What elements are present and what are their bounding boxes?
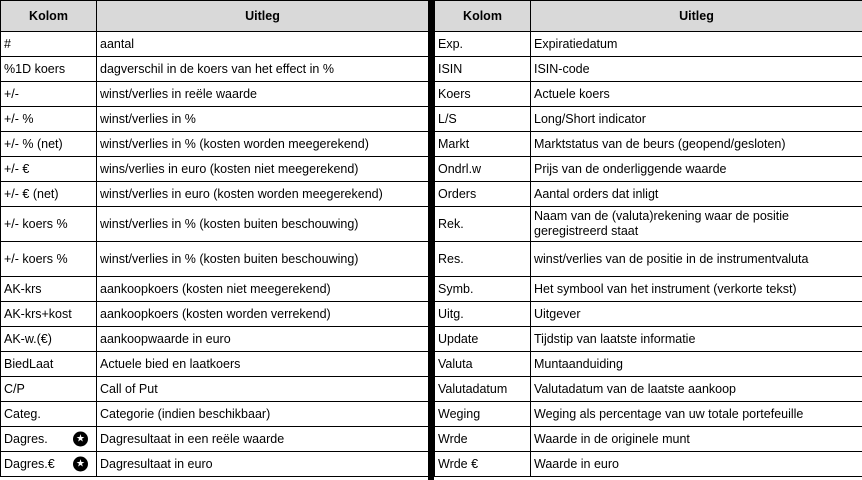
- kolom-label: +/- koers %: [4, 216, 68, 231]
- table-row: [1, 377, 429, 402]
- table-row: [435, 302, 862, 327]
- uitleg-cell: Actuele bied en laatkoers: [97, 352, 429, 377]
- table-row: [1, 32, 429, 57]
- kolom-label: Valuta: [438, 356, 473, 371]
- kolom-label: Symb.: [438, 281, 474, 296]
- kolom-cell: [435, 32, 531, 57]
- kolom-cell: [435, 327, 531, 352]
- table-row: [435, 277, 862, 302]
- kolom-cell: [435, 132, 531, 157]
- table-row: [435, 157, 862, 182]
- kolom-cell: [1, 302, 97, 327]
- kolom-cell: [435, 182, 531, 207]
- kolom-label: Update: [438, 331, 479, 346]
- table-row: [1, 352, 429, 377]
- kolom-cell: [1, 377, 97, 402]
- table-row: [1, 82, 429, 107]
- uitleg-cell: ISIN-code: [531, 57, 862, 82]
- table-row: [1, 207, 429, 242]
- kolom-cell: [435, 452, 531, 477]
- uitleg-cell: winst/verlies in % (kosten worden meegerekend): [97, 132, 429, 157]
- table-row: [435, 82, 862, 107]
- kolom-label: AK-w.(€): [4, 331, 52, 346]
- uitleg-cell: dagverschil in de koers van het effect in %: [97, 57, 429, 82]
- right-column-table: [434, 0, 862, 477]
- header-row: [1, 1, 429, 32]
- uitleg-cell: winst/verlies in euro (kosten worden meegerekend): [97, 182, 429, 207]
- table-row: [1, 327, 429, 352]
- table-row: [1, 452, 429, 477]
- kolom-label: Dagres.€: [4, 456, 55, 471]
- kolom-label: Wrde: [438, 431, 468, 446]
- uitleg-cell: Prijs van de onderliggende waarde: [531, 157, 862, 182]
- left-column-table: [0, 0, 429, 477]
- uitleg-cell: aantal: [97, 32, 429, 57]
- uitleg-cell: Categorie (indien beschikbaar): [97, 402, 429, 427]
- kolom-cell: [1, 82, 97, 107]
- kolom-label: +/- € (net): [4, 186, 59, 201]
- kolom-label: %1D koers: [4, 61, 66, 76]
- kolom-label: #: [4, 36, 11, 51]
- kolom-cell: [1, 452, 97, 477]
- kolom-cell: [435, 157, 531, 182]
- kolom-cell: [435, 242, 531, 277]
- kolom-cell: [1, 132, 97, 157]
- kolom-label: Uitg.: [438, 306, 464, 321]
- kolom-label: Ondrl.w: [438, 161, 482, 176]
- uitleg-cell: Weging als percentage van uw totale portefeuille: [531, 402, 862, 427]
- kolom-cell: [1, 57, 97, 82]
- table-row: [1, 57, 429, 82]
- table-row: [435, 107, 862, 132]
- kolom-label: Wrde €: [438, 456, 479, 471]
- kolom-label: +/- %: [4, 111, 34, 126]
- table-row: [435, 377, 862, 402]
- kolom-label: AK-krs: [4, 281, 42, 296]
- table-row: [1, 277, 429, 302]
- uitleg-cell: Muntaanduiding: [531, 352, 862, 377]
- kolom-cell: [435, 82, 531, 107]
- uitleg-cell: wins/verlies in euro (kosten niet meegerekend): [97, 157, 429, 182]
- kolom-label: Koers: [438, 86, 471, 101]
- table-row: [1, 242, 429, 277]
- kolom-label: Categ.: [4, 406, 41, 421]
- kolom-cell: [1, 402, 97, 427]
- uitleg-cell: Marktstatus van de beurs (geopend/gesloten): [531, 132, 862, 157]
- kolom-cell: [1, 327, 97, 352]
- kolom-label: Orders: [438, 186, 477, 201]
- uitleg-cell: Tijdstip van laatste informatie: [531, 327, 862, 352]
- kolom-label: +/- €: [4, 161, 30, 176]
- table-row: [1, 132, 429, 157]
- kolom-label: +/- koers %: [4, 251, 68, 266]
- star-icon: ★: [73, 457, 88, 472]
- kolom-label: Exp.: [438, 36, 464, 51]
- kolom-cell: [435, 427, 531, 452]
- kolom-label: Markt: [438, 136, 470, 151]
- kolom-cell: [435, 352, 531, 377]
- table-row: [435, 327, 862, 352]
- kolom-cell: [1, 352, 97, 377]
- kolom-label: Dagres.: [4, 431, 48, 446]
- kolom-cell: [1, 207, 97, 242]
- kolom-cell: [435, 107, 531, 132]
- table-row: [1, 427, 429, 452]
- table-row: [1, 182, 429, 207]
- kolom-header: Kolom: [435, 1, 531, 32]
- kolom-label: AK-krs+kost: [4, 306, 72, 321]
- kolom-label: L/S: [438, 111, 457, 126]
- kolom-cell: [1, 182, 97, 207]
- kolom-label: +/-: [4, 86, 19, 101]
- table-row: [435, 427, 862, 452]
- kolom-label: Rek.: [438, 216, 464, 231]
- kolom-cell: [1, 427, 97, 452]
- table-row: [1, 302, 429, 327]
- uitleg-header: Uitleg: [531, 1, 862, 32]
- uitleg-cell: Valutadatum van de laatste aankoop: [531, 377, 862, 402]
- table-row: [435, 402, 862, 427]
- uitleg-header: Uitleg: [97, 1, 429, 32]
- kolom-cell: [1, 157, 97, 182]
- table-row: [435, 242, 862, 277]
- kolom-label: BiedLaat: [4, 356, 54, 371]
- uitleg-cell: Long/Short indicator: [531, 107, 862, 132]
- table-row: [435, 352, 862, 377]
- kolom-cell: [1, 107, 97, 132]
- table-row: [435, 452, 862, 477]
- kolom-cell: [435, 377, 531, 402]
- star-icon: ★: [73, 432, 88, 447]
- table-row: [435, 32, 862, 57]
- uitleg-cell: winst/verlies in %: [97, 107, 429, 132]
- kolom-cell: [1, 32, 97, 57]
- uitleg-cell: Call of Put: [97, 377, 429, 402]
- kolom-label: ISIN: [438, 61, 463, 76]
- kolom-cell: [435, 302, 531, 327]
- kolom-cell: [1, 277, 97, 302]
- kolom-label: Valutadatum: [438, 381, 508, 396]
- uitleg-cell: Het symbool van het instrument (verkorte tekst): [531, 277, 862, 302]
- uitleg-cell: Dagresultaat in een reële waarde: [97, 427, 429, 452]
- kolom-cell: [435, 57, 531, 82]
- table-row: [1, 107, 429, 132]
- uitleg-cell: Naam van de (valuta)rekening waar de positie geregistreerd staat: [531, 207, 862, 242]
- header-row: [435, 1, 862, 32]
- uitleg-cell: aankoopkoers (kosten worden verrekend): [97, 302, 429, 327]
- table-row: [1, 402, 429, 427]
- uitleg-cell: Waarde in de originele munt: [531, 427, 862, 452]
- uitleg-cell: Actuele koers: [531, 82, 862, 107]
- uitleg-cell: Expiratiedatum: [531, 32, 862, 57]
- kolom-cell: [1, 242, 97, 277]
- uitleg-cell: winst/verlies in % (kosten buiten beschouwing): [97, 207, 429, 242]
- uitleg-cell: Dagresultaat in euro: [97, 452, 429, 477]
- kolom-cell: [435, 207, 531, 242]
- table-row: [435, 207, 862, 242]
- table-row: [435, 182, 862, 207]
- uitleg-cell: Uitgever: [531, 302, 862, 327]
- uitleg-cell: winst/verlies van de positie in de instrumentvaluta: [531, 242, 862, 277]
- uitleg-cell: Aantal orders dat inligt: [531, 182, 862, 207]
- uitleg-cell: winst/verlies in reële waarde: [97, 82, 429, 107]
- kolom-label: C/P: [4, 381, 25, 396]
- table-row: [435, 57, 862, 82]
- kolom-label: Weging: [438, 406, 481, 421]
- kolom-label: Res.: [438, 251, 464, 266]
- uitleg-cell: winst/verlies in % (kosten buiten beschouwing): [97, 242, 429, 277]
- table-row: [1, 157, 429, 182]
- kolom-label: +/- % (net): [4, 136, 63, 151]
- kolom-cell: [435, 402, 531, 427]
- kolom-cell: [435, 277, 531, 302]
- table-row: [435, 132, 862, 157]
- kolom-header: Kolom: [1, 1, 97, 32]
- uitleg-cell: Waarde in euro: [531, 452, 862, 477]
- uitleg-cell: aankoopwaarde in euro: [97, 327, 429, 352]
- uitleg-cell: aankoopkoers (kosten niet meegerekend): [97, 277, 429, 302]
